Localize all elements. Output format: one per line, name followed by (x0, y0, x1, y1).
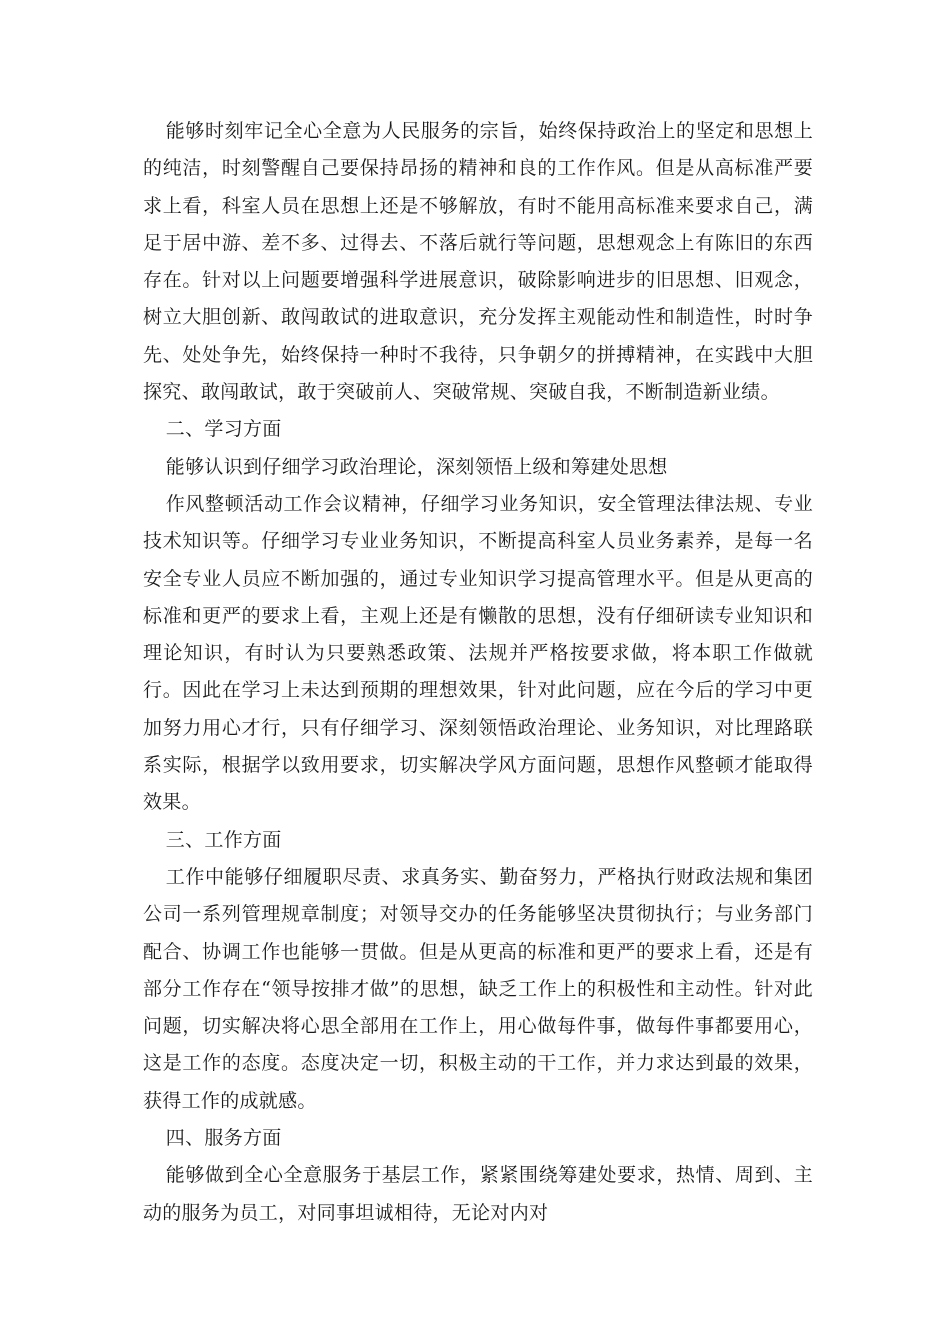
paragraph-study-intro: 能够认识到仔细学习政治理论，深刻领悟上级和筹建处思想 (165, 455, 668, 478)
document-body (143, 113, 813, 1232)
section-heading-study: 二、学习方面 (165, 418, 282, 441)
paragraph-political: 能够时刻牢记全心全意为人民服务的宗旨，始终保持政治上的坚定和思想上的纯洁，时刻警醒自己要保持昂扬的精神和良的工作作风。但是从高标准严要求上看，科室人员在思想上还是不够解放，有时不能用高标准来要求自己，满足于居中游、差不多、过得去、不落后就行等问题，思想观念上有陈旧的东西存在。针对以上问题要增强科学进展意识，破除影响进步的旧思想、旧观念，树立大胆创新、敢闯敢试的进取意识，充分发挥主观能动性和制造性，时时争先、处处争先，始终保持一种时不我待，只争朝夕的拼搏精神，在实践中大胆探究、敢闯敢试，敢于突破前人、突破常规、突破自我，不断制造新业绩。 (143, 120, 813, 404)
paragraph-work: 工作中能够仔细履职尽责、求真务实、勤奋努力，严格执行财政法规和集团公司一系列管理规章制度；对领导交办的任务能够坚决贯彻执行；与业务部门配合、协调工作也能够一贯做。但是从更高的标准和更严的要求上看，还是有部分工作存在“领导按排才做”的思想，缺乏工作上的积极性和主动性。针对此问题，切实解决将心思全部用在工作上，用心做每件事，做每件事都要用心，这是工作的态度。态度决定一切，积极主动的干工作，并力求达到最的效果，获得工作的成就感。 (143, 865, 813, 1112)
section-heading-service: 四、服务方面 (165, 1127, 282, 1150)
paragraph-study-body: 作风整顿活动工作会议精神，仔细学习业务知识，安全管理法律法规、专业技术知识等。仔细学习专业业务知识，不断提高科室人员业务素养，是每一名安全专业人员应不断加强的，通过专业知识学习提高管理水平。但是从更高的标准和更严的要求上看，主观上还是有懒散的思想，没有仔细研读专业知识和理论知识，有时认为只要熟悉政策、法规并严格按要求做，将本职工作做就行。因此在学习上未达到预期的理想效果，针对此问题，应在今后的学习中更加努力用心才行，只有仔细学习、深刻领悟政治理论、业务知识，对比理路联系实际，根据学以致用要求，切实解决学风方面问题，思想作风整顿才能取得效果。 (143, 492, 813, 814)
section-heading-work: 三、工作方面 (165, 828, 282, 851)
paragraph-service: 能够做到全心全意服务于基层工作，紧紧围绕筹建处要求，热情、周到、主动的服务为员工，对同事坦诚相待，无论对内对 (143, 1164, 813, 1224)
